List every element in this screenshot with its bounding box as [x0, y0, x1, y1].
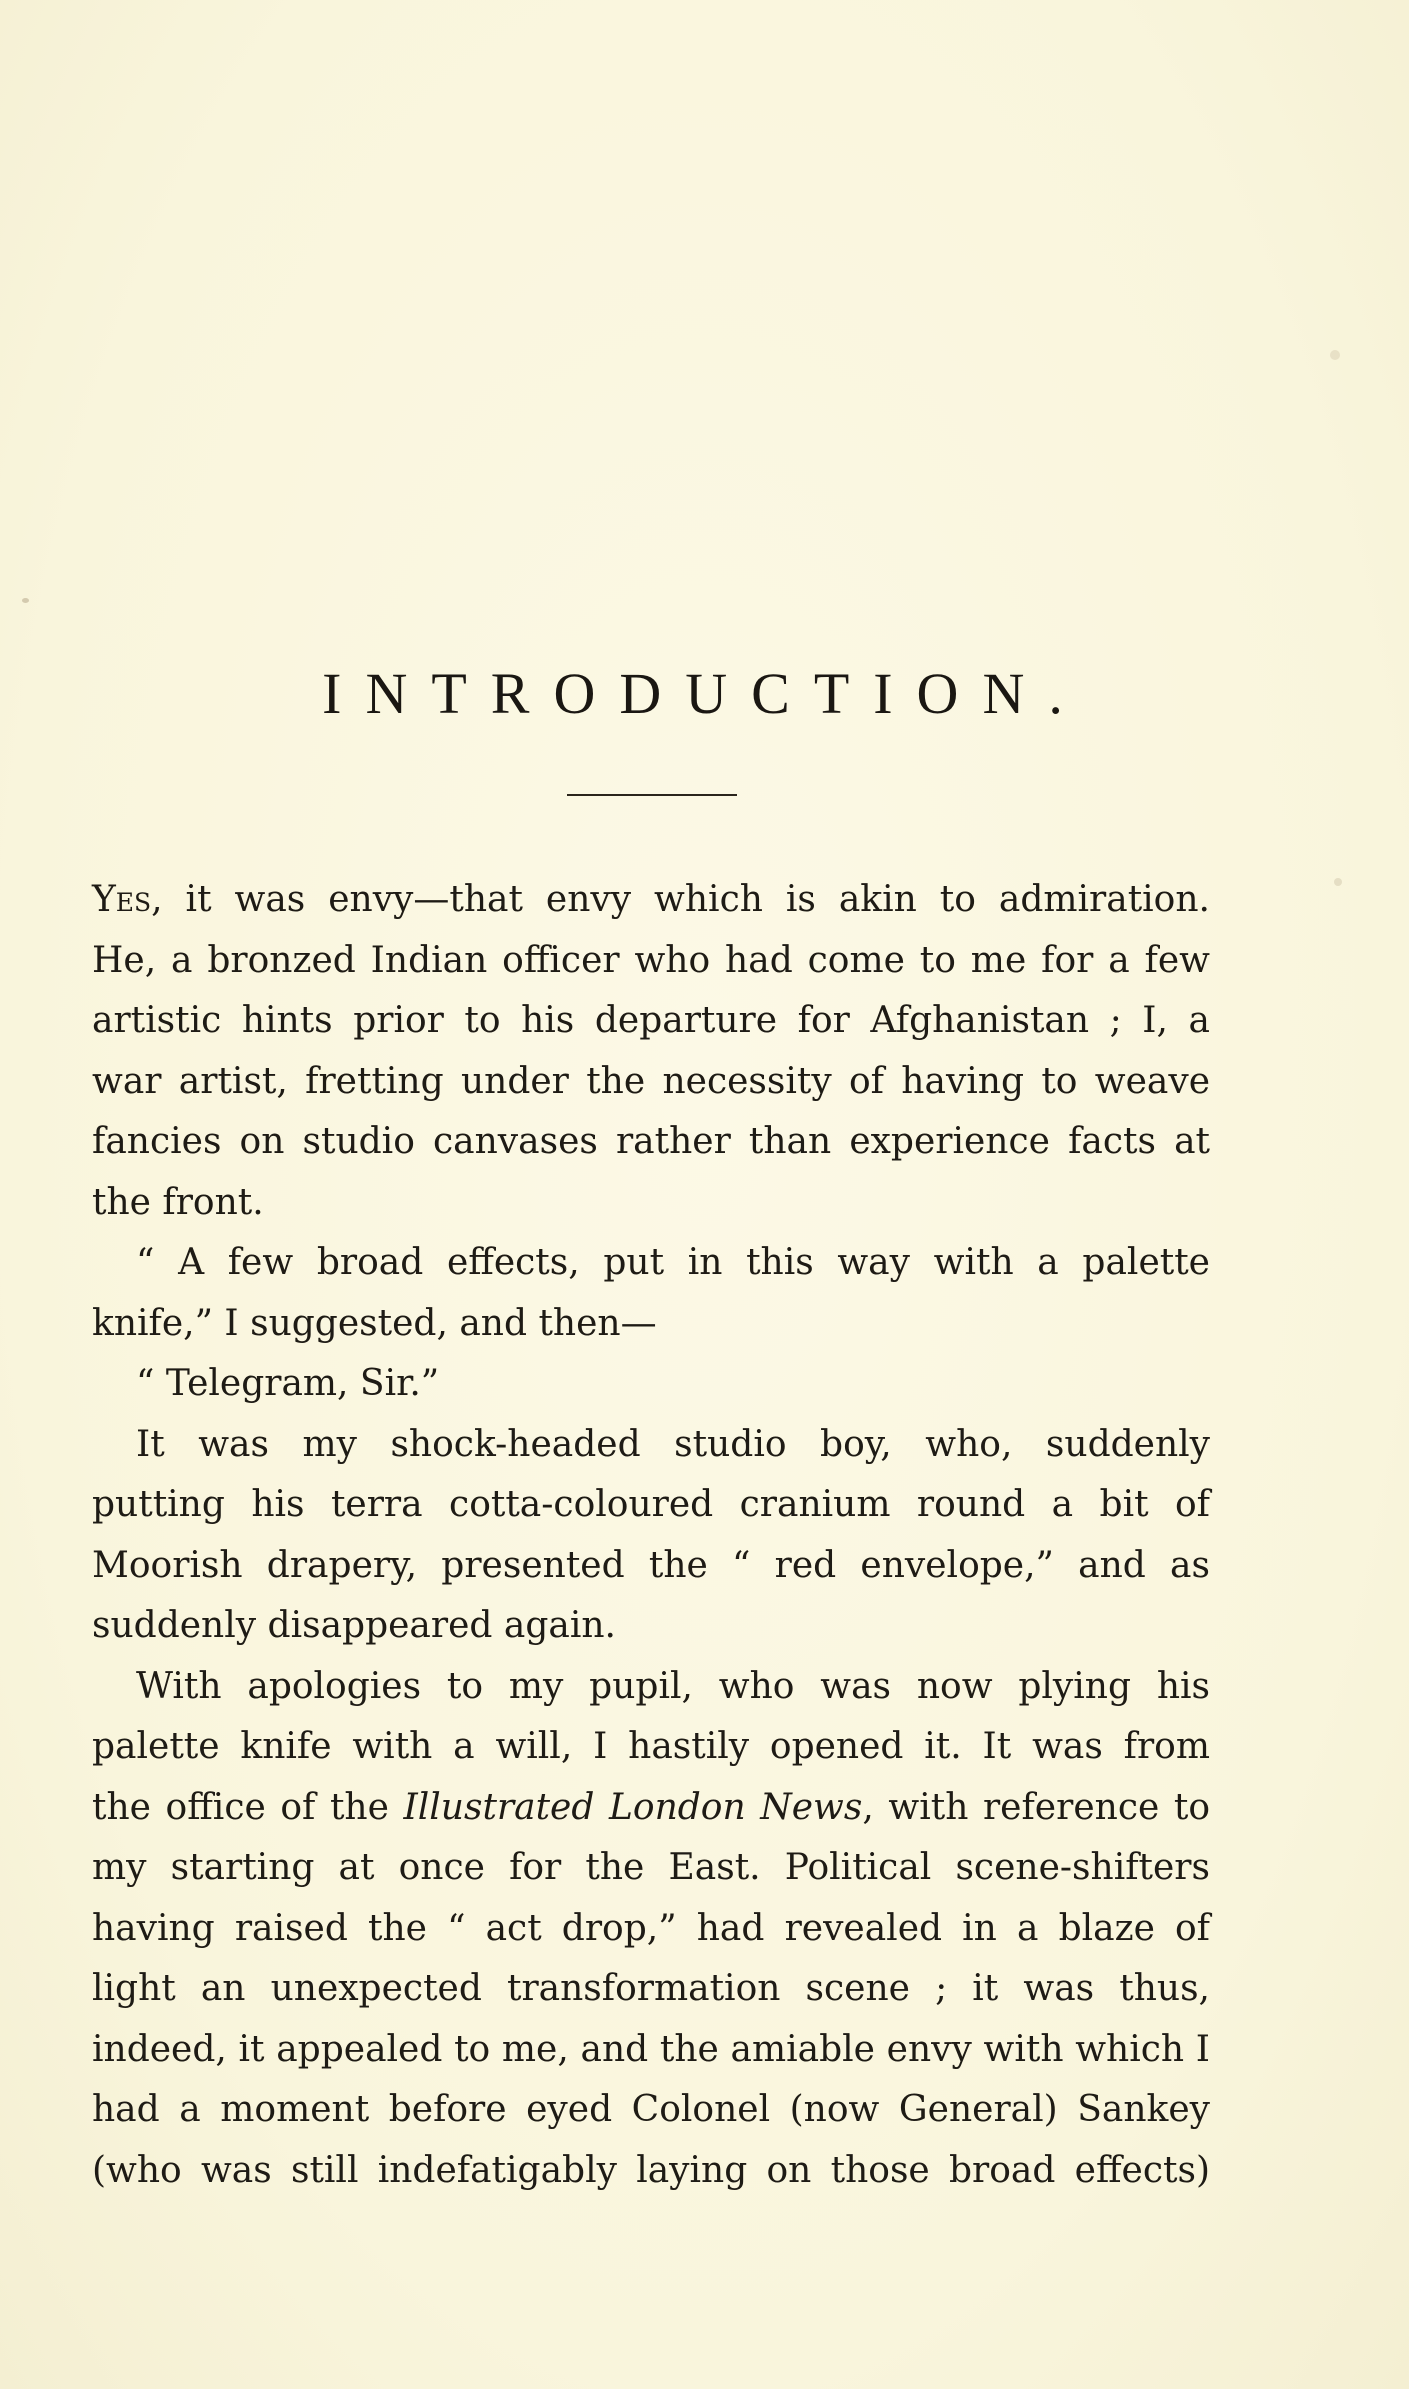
text-line: my starting at once for the East. Political scene-shifters [92, 1847, 1210, 1888]
text-line [92, 870, 1210, 931]
text-line: putting his terra cotta-coloured cranium round a bit of [92, 1484, 1210, 1525]
text-line: the front. [92, 1181, 264, 1223]
text-line: “ A few broad effects, put in this way with a palette [136, 1242, 1210, 1283]
text-line: It was my shock-headed studio boy, who, suddenly [136, 1423, 1210, 1465]
paper-speck [1334, 878, 1342, 886]
text-line: fancies on studio canvases rather than experience facts at [92, 1121, 1210, 1162]
small-caps-opening: Yes [92, 879, 152, 920]
text-line: suddenly disappeared again. [92, 1605, 617, 1646]
paper-speck [22, 598, 29, 603]
text-line: artistic hints prior to his departure for Afghanistan ; I, a [92, 1000, 1210, 1041]
text-line: indeed, it appealed to me, and the amiable envy with which I [92, 2028, 1210, 2070]
text-line: knife,” I suggested, and then— [92, 1302, 657, 1344]
text-line: He, a bronzed Indian officer who had come to me for a few [92, 939, 1210, 981]
text-line: light an unexpected transformation scene ; it was thus, [92, 1968, 1210, 2009]
text-line: “ Telegram, Sir.” [136, 1363, 440, 1404]
text-line: With apologies to my pupil, who was now plying his [136, 1665, 1210, 1707]
line-rest: , it was envy—that envy which is akin to admiration. [151, 879, 1210, 920]
journal-title: Illustrated London News [403, 1786, 863, 1828]
text-line: Moorish drapery, presented the “ red envelope,” and as [92, 1544, 1210, 1586]
text-line: had a moment before eyed Colonel (now General) Sankey [92, 2089, 1210, 2130]
chapter-title: INTRODUCTION. [322, 661, 1087, 726]
text-line: palette knife with a will, I hastily opened it. It was from [92, 1726, 1210, 1767]
text-line: war artist, fretting under the necessity of having to weave [92, 1060, 1210, 1102]
title-rule [567, 794, 737, 796]
paper-speck [1330, 350, 1340, 360]
body-text [92, 870, 1210, 2201]
text-line: (who was still indefatigably laying on those broad effects) [92, 2149, 1210, 2191]
text-line: the office of the Illustrated London News, with reference to [92, 1786, 1211, 1828]
text-line: having raised the “ act drop,” had revealed in a blaze of [92, 1907, 1210, 1949]
